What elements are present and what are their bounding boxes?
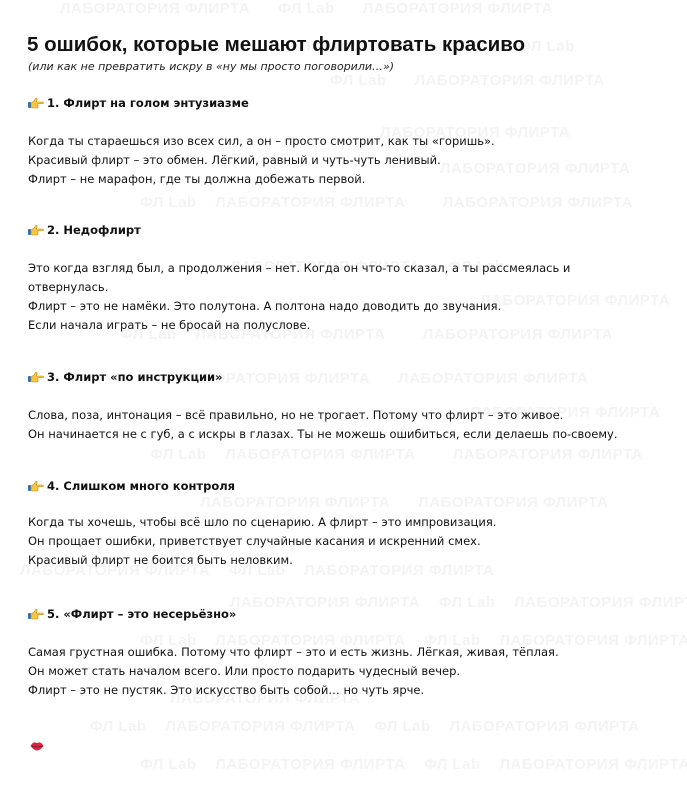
section-3	[28, 369, 678, 444]
page-subtitle: (или как не превратить искру в «ну мы просто поговорили…»)	[28, 60, 395, 73]
section-4	[28, 478, 678, 570]
section-heading	[28, 606, 678, 622]
paragraph-line: Когда ты стараешься изо всех сил, а он – просто смотрит, как ты «горишь».	[28, 134, 495, 148]
paragraph-line: Флирт – не марафон, где ты должна добежать первой.	[28, 172, 366, 186]
pointing-hand-icon	[28, 224, 44, 236]
section-heading-label: 3. Флирт «по инструкции»	[47, 370, 223, 384]
section-5	[28, 606, 678, 700]
section-heading-label: 1. Флирт на голом энтузиазме	[47, 96, 249, 110]
paragraph-line: Он прощает ошибки, приветствует случайные касания и искренний смех.	[28, 534, 481, 548]
paragraph-line: Флирт – это не намёки. Это полутона. А полтона надо доводить до звучания.	[28, 299, 502, 313]
paragraph-line: Если начала играть – не бросай на полуслове.	[28, 318, 311, 332]
paragraph-line: Флирт – это не пустяк. Это искусство быть собой… но чуть ярче.	[28, 683, 425, 697]
section-2	[28, 222, 678, 335]
section-heading-label: 4. Слишком много контроля	[47, 479, 236, 493]
paragraph-line: Он может стать началом всего. Или просто подарить чудесный вечер.	[28, 664, 461, 678]
paragraph-line: Он начинается не с губ, а с искры в глазах. Ты не можешь ошибиться, если делаешь по-своему.	[28, 427, 618, 441]
pointing-hand-icon	[28, 480, 44, 492]
paragraph-line: Самая грустная ошибка. Потому что флирт – это и есть жизнь. Лёгкая, живая, тёплая.	[28, 645, 559, 659]
paragraph-line: Красивый флирт не боится быть неловким.	[28, 553, 293, 567]
lips-icon	[30, 737, 44, 749]
section-heading-label: 5. «Флирт – это несерьёзно»	[47, 607, 237, 621]
paragraph-line: Когда ты хочешь, чтобы всё шло по сценарию. А флирт – это импровизация.	[28, 515, 497, 529]
paragraph-line: Красивый флирт – это обмен. Лёгкий, равный и чуть-чуть ленивый.	[28, 153, 441, 167]
page-title: 5 ошибок, которые мешают флиртовать красиво	[27, 33, 526, 56]
pointing-hand-icon	[28, 97, 44, 109]
paragraph-line: Слова, поза, интонация – всё правильно, но не трогает. Потому что флирт – это живое.	[28, 408, 564, 422]
pointing-hand-icon	[28, 371, 44, 383]
section-heading	[28, 478, 678, 494]
section-1	[28, 95, 678, 189]
paragraph-line: Это когда взгляд был, а продолжения – нет. Когда он что-то сказал, а ты рассмеялась и	[28, 261, 571, 275]
section-heading	[28, 222, 678, 238]
section-heading	[28, 95, 678, 111]
paragraph-line: отвернулась.	[28, 280, 109, 294]
section-heading-label: 2. Недофлирт	[47, 223, 141, 237]
pointing-hand-icon	[28, 608, 44, 620]
section-heading	[28, 369, 678, 385]
